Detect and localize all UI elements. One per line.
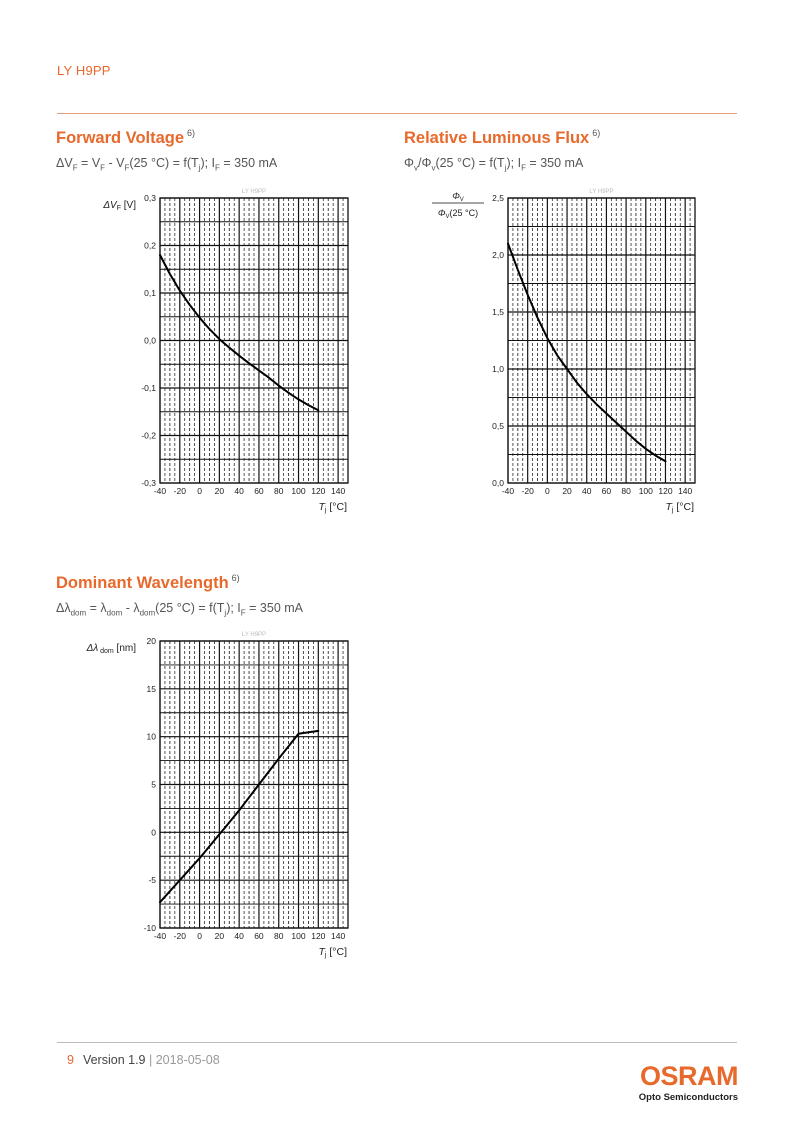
osram-logo bbox=[634, 1063, 738, 1103]
wl-ytick-label: 15 bbox=[146, 683, 156, 694]
dominant-wavelength-condition: $\Delta\lambda_{dom} = \lambda_{dom} - \lambda_{dom}(25$ $^\circ C) = f(T_j)$; $I_F = 350$ mA bbox=[56, 601, 303, 618]
wl-xtick-label: 120 bbox=[311, 931, 326, 941]
footer-divider bbox=[57, 1042, 737, 1043]
flux-chart-group bbox=[432, 189, 695, 483]
fv-xaxis-label: Tj [°C] bbox=[318, 501, 347, 514]
wl-ytick-label: 20 bbox=[146, 636, 156, 646]
wl-ytick-label: -5 bbox=[148, 875, 156, 886]
relative-flux-condition: $\Phi_v/\Phi_v(25$ $^\circ C) = f(T_j)$; $I_F = 350$ mA bbox=[404, 156, 584, 173]
wl-xtick-label: 40 bbox=[234, 931, 244, 941]
relative-flux-title bbox=[404, 129, 600, 148]
wl-chart-group bbox=[160, 632, 348, 928]
fv-xtick-label: 20 bbox=[214, 486, 225, 496]
fv-ytick-label: -0,1 bbox=[141, 383, 156, 393]
forward-voltage-title-text: Forward Voltage bbox=[56, 129, 185, 147]
flux-xtick-label: 20 bbox=[562, 486, 572, 496]
flux-xtick-label: 0 bbox=[545, 486, 550, 496]
fv-xtick-label: 80 bbox=[274, 486, 284, 496]
flux-ylabel-numerator: $\Phi_V$ bbox=[452, 191, 464, 203]
flux-watermark: LY H9PP bbox=[589, 189, 614, 195]
page-number: 9 bbox=[67, 1053, 74, 1067]
logo-wordmark: OSRAM bbox=[640, 1061, 738, 1091]
flux-xtick-label: 120 bbox=[658, 486, 673, 496]
fv-xtick-label: 120 bbox=[311, 486, 326, 496]
wl-xtick-label: -20 bbox=[173, 931, 186, 941]
document-date: 2018-05-08 bbox=[155, 1053, 220, 1067]
relative-flux-title-text: Relative Luminous Flux bbox=[404, 129, 590, 147]
fv-ytick-label: 0,3 bbox=[144, 193, 156, 203]
flux-ytick-label: 0,0 bbox=[492, 478, 504, 488]
flux-xtick-label: -20 bbox=[521, 486, 534, 496]
fv-chart-group bbox=[160, 189, 348, 483]
fv-xtick-label: 40 bbox=[234, 486, 244, 496]
flux-ytick-label: 0,5 bbox=[492, 421, 504, 431]
wl-xtick-label: -40 bbox=[153, 931, 167, 941]
forward-voltage-condition: $\Delta V_F = V_F - V_F(25$ $^\circ C) = f(T_j)$; $I_F = 350$ mA bbox=[56, 156, 278, 173]
flux-xtick-label: 80 bbox=[621, 486, 631, 496]
wl-xtick-label: 20 bbox=[214, 931, 225, 941]
fv-ytick-label: -0,3 bbox=[141, 478, 156, 488]
wl-xtick-label: 100 bbox=[291, 931, 306, 941]
flux-xtick-label: 140 bbox=[678, 486, 693, 496]
flux-xtick-label: 60 bbox=[601, 486, 612, 496]
wl-xtick-label: 80 bbox=[274, 931, 284, 941]
flux-xtick-label: 40 bbox=[582, 486, 592, 496]
wl-ytick-label: 5 bbox=[151, 779, 156, 790]
fv-yaxis-label: $\Delta V_F$ [V] bbox=[103, 200, 136, 212]
footer-info bbox=[67, 1053, 220, 1067]
flux-ylabel-denominator: $\Phi_V(25$ °C) bbox=[437, 208, 479, 220]
dominant-wavelength-title bbox=[56, 574, 240, 593]
wl-ytick-label: 10 bbox=[146, 731, 156, 742]
forward-voltage-footnote: 6) bbox=[187, 128, 196, 138]
flux-xtick-label: 100 bbox=[638, 486, 653, 496]
fv-xtick-label: 60 bbox=[254, 486, 264, 496]
wl-xaxis-label: Tj [°C] bbox=[318, 946, 347, 959]
fv-xtick-label: -20 bbox=[173, 486, 186, 496]
flux-ytick-label: 2,5 bbox=[492, 193, 504, 203]
fv-xtick-label: 0 bbox=[197, 486, 202, 496]
document-version: Version 1.9 bbox=[82, 1053, 146, 1067]
fv-watermark: LY H9PP bbox=[241, 189, 267, 195]
fv-ytick-label: -0,2 bbox=[141, 430, 156, 441]
wl-ytick-label: 0 bbox=[151, 827, 156, 838]
wl-ytick-label: -10 bbox=[143, 923, 156, 933]
flux-xtick-label: -40 bbox=[501, 486, 515, 496]
wl-xtick-label: 140 bbox=[331, 931, 346, 941]
wl-xtick-label: 0 bbox=[197, 931, 202, 941]
wl-xtick-label: 60 bbox=[254, 931, 264, 941]
logo-tagline: Opto Semiconductors bbox=[638, 1092, 738, 1103]
dominant-wavelength-title-text: Dominant Wavelength bbox=[56, 574, 229, 592]
fv-xtick-label: 100 bbox=[291, 486, 306, 496]
fv-xtick-label: 140 bbox=[331, 486, 346, 496]
fv-ytick-label: 0,2 bbox=[144, 240, 156, 251]
fv-ytick-label: 0,1 bbox=[144, 288, 156, 298]
wl-watermark: LY H9PP bbox=[241, 632, 267, 638]
flux-ytick-label: 1,0 bbox=[492, 364, 504, 374]
dominant-wavelength-footnote: 6) bbox=[231, 573, 240, 583]
relative-flux-footnote: 6) bbox=[592, 128, 601, 138]
flux-ytick-label: 2,0 bbox=[492, 250, 504, 260]
wl-yaxis-label: Δλ $_{dom}$ [nm] bbox=[86, 643, 136, 655]
flux-xaxis-label: Tj [°C] bbox=[665, 501, 694, 514]
fv-xtick-label: -40 bbox=[153, 486, 167, 496]
document-product-code: LY H9PP bbox=[57, 63, 111, 78]
flux-ytick-label: 1,5 bbox=[492, 307, 504, 317]
footer-separator: | bbox=[148, 1053, 153, 1067]
fv-ytick-label: 0,0 bbox=[144, 335, 156, 346]
